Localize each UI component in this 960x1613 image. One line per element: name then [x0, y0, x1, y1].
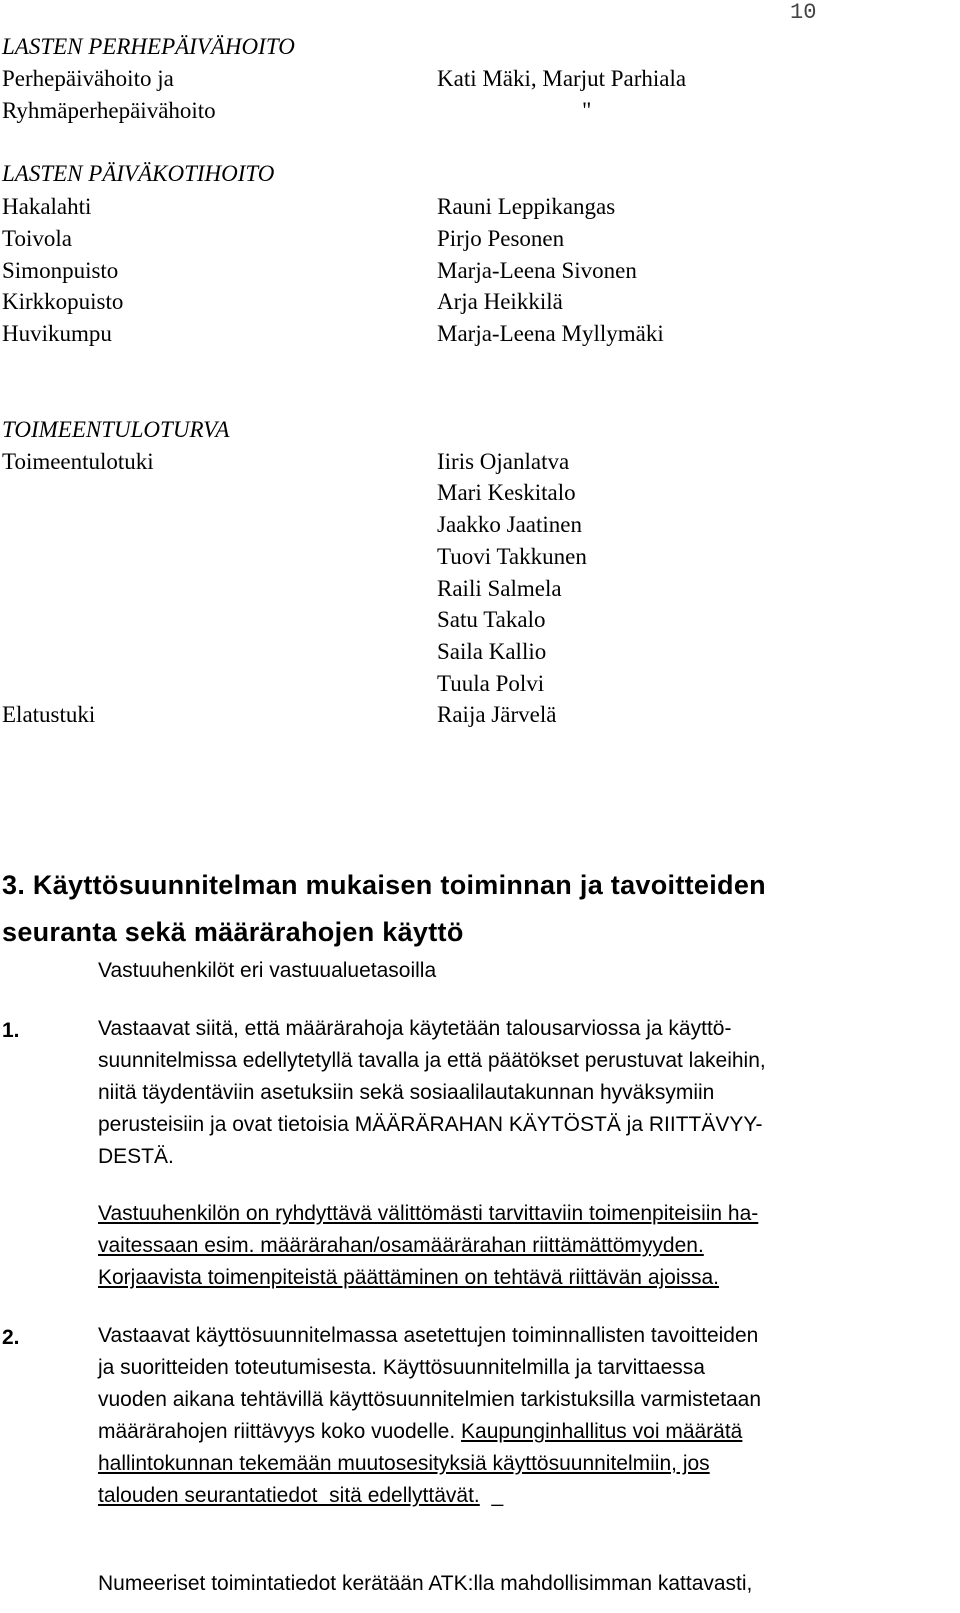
- responsible-person: Raija Järvelä: [437, 702, 557, 727]
- paragraph-line: suunnitelmissa edellytetyllä tavalla ja että päätökset perustuvat lakeihin,: [98, 1049, 766, 1072]
- responsible-person: Mari Keskitalo: [437, 480, 576, 505]
- trailing-paragraph-line: Numeeriset toimintatiedot kerätään ATK:lla mahdollisimman kattavasti,: [98, 1572, 753, 1595]
- responsible-person: Jaakko Jaatinen: [437, 512, 582, 537]
- responsibility-subheading: Vastuuhenkilöt eri vastuualuetasoilla: [98, 959, 437, 982]
- responsible-person: Satu Takalo: [437, 607, 546, 632]
- unit-label: Perhepäivähoito ja: [2, 66, 174, 91]
- responsible-person: ": [582, 98, 592, 123]
- paragraph-line: ja suoritteiden toteutumisesta. Käyttösuunnitelmilla ja tarvittaessa: [98, 1356, 705, 1379]
- item-1-underlined-note: [98, 1198, 938, 1294]
- paragraph-line: Vastaavat käyttösuunnitelmassa asetettujen toiminnallisten tavoitteiden: [98, 1324, 759, 1347]
- section-heading-paivakotihoito: LASTEN PÄIVÄKOTIHOITO: [2, 161, 275, 186]
- unit-label: Elatustuki: [2, 702, 96, 727]
- unit-label: Kirkkopuisto: [2, 289, 124, 314]
- responsible-person: Saila Kallio: [437, 639, 547, 664]
- paragraph-line: [98, 1416, 938, 1448]
- responsible-person: Marja-Leena Myllymäki: [437, 321, 664, 346]
- section-3-heading-line: seuranta sekä määrärahojen käyttö: [2, 917, 464, 947]
- underlined-line: Vastuuhenkilön on ryhdyttävä välittömästi tarvittaviin toimenpiteisiin ha-: [98, 1202, 759, 1225]
- responsible-person: Raili Salmela: [437, 576, 562, 601]
- underlined-text: Kaupunginhallitus voi määrätä: [461, 1420, 743, 1443]
- responsible-person: Marja-Leena Sivonen: [437, 258, 637, 283]
- responsible-person: Tuula Polvi: [437, 671, 545, 696]
- unit-label: Huvikumpu: [2, 321, 112, 346]
- unit-label: Hakalahti: [2, 194, 92, 219]
- paragraph-line: perusteisiin ja ovat tietoisia MÄÄRÄRAHAN KÄYTÖSTÄ ja RIITTÄVYY-: [98, 1113, 763, 1136]
- underline-mark: _: [491, 1484, 504, 1507]
- underlined-line: talouden seurantatiedot sitä edellyttävät.: [98, 1484, 480, 1507]
- section-heading-toimeentuloturva: TOIMEENTULOTURVA: [2, 417, 230, 442]
- responsible-person: Arja Heikkilä: [437, 289, 563, 314]
- unit-label: Toimeentulotuki: [2, 449, 154, 474]
- item-number: 2.: [2, 1326, 20, 1349]
- responsible-person: Rauni Leppikangas: [437, 194, 616, 219]
- paragraph-line: vuoden aikana tehtävillä käyttösuunnitelmien tarkistuksilla varmistetaan: [98, 1388, 762, 1411]
- item-number: 1.: [2, 1019, 20, 1042]
- page-number: 10: [790, 0, 817, 25]
- responsible-person: Kati Mäki, Marjut Parhiala: [437, 66, 687, 91]
- unit-label: Toivola: [2, 226, 72, 251]
- item-2-paragraph: [98, 1320, 938, 1512]
- responsible-person: Iiris Ojanlatva: [437, 449, 570, 474]
- underlined-line: vaitessaan esim. määrärahan/osamäärärahan riittämättömyyden.: [98, 1234, 704, 1257]
- responsible-person: Pirjo Pesonen: [437, 226, 565, 251]
- paragraph-line: niitä täydentäviin asetuksiin sekä sosiaalilautakunnan hyväksymiin: [98, 1081, 715, 1104]
- section-3-heading: [2, 862, 766, 956]
- section-3-heading-line: 3. Käyttösuunnitelman mukaisen toiminnan ja tavoitteiden: [2, 870, 766, 900]
- paragraph-line: DESTÄ.: [98, 1145, 174, 1168]
- responsible-person: Tuovi Takkunen: [437, 544, 587, 569]
- item-1-paragraph: [98, 1013, 938, 1173]
- underlined-line: Korjaavista toimenpiteistä päättäminen on tehtävä riittävän ajoissa.: [98, 1266, 720, 1289]
- unit-label: Ryhmäperhepäivähoito: [2, 98, 216, 123]
- underlined-line: hallintokunnan tekemään muutosesityksiä käyttösuunnitelmiin, jos: [98, 1452, 710, 1475]
- paragraph-line: Vastaavat siitä, että määrärahoja käytetään talousarviossa ja käyttö-: [98, 1017, 732, 1040]
- paragraph-text: määrärahojen riittävyys koko vuodelle.: [98, 1420, 462, 1443]
- unit-label: Simonpuisto: [2, 258, 119, 283]
- section-heading-perhepaivahoito: LASTEN PERHEPÄIVÄHOITO: [2, 34, 295, 59]
